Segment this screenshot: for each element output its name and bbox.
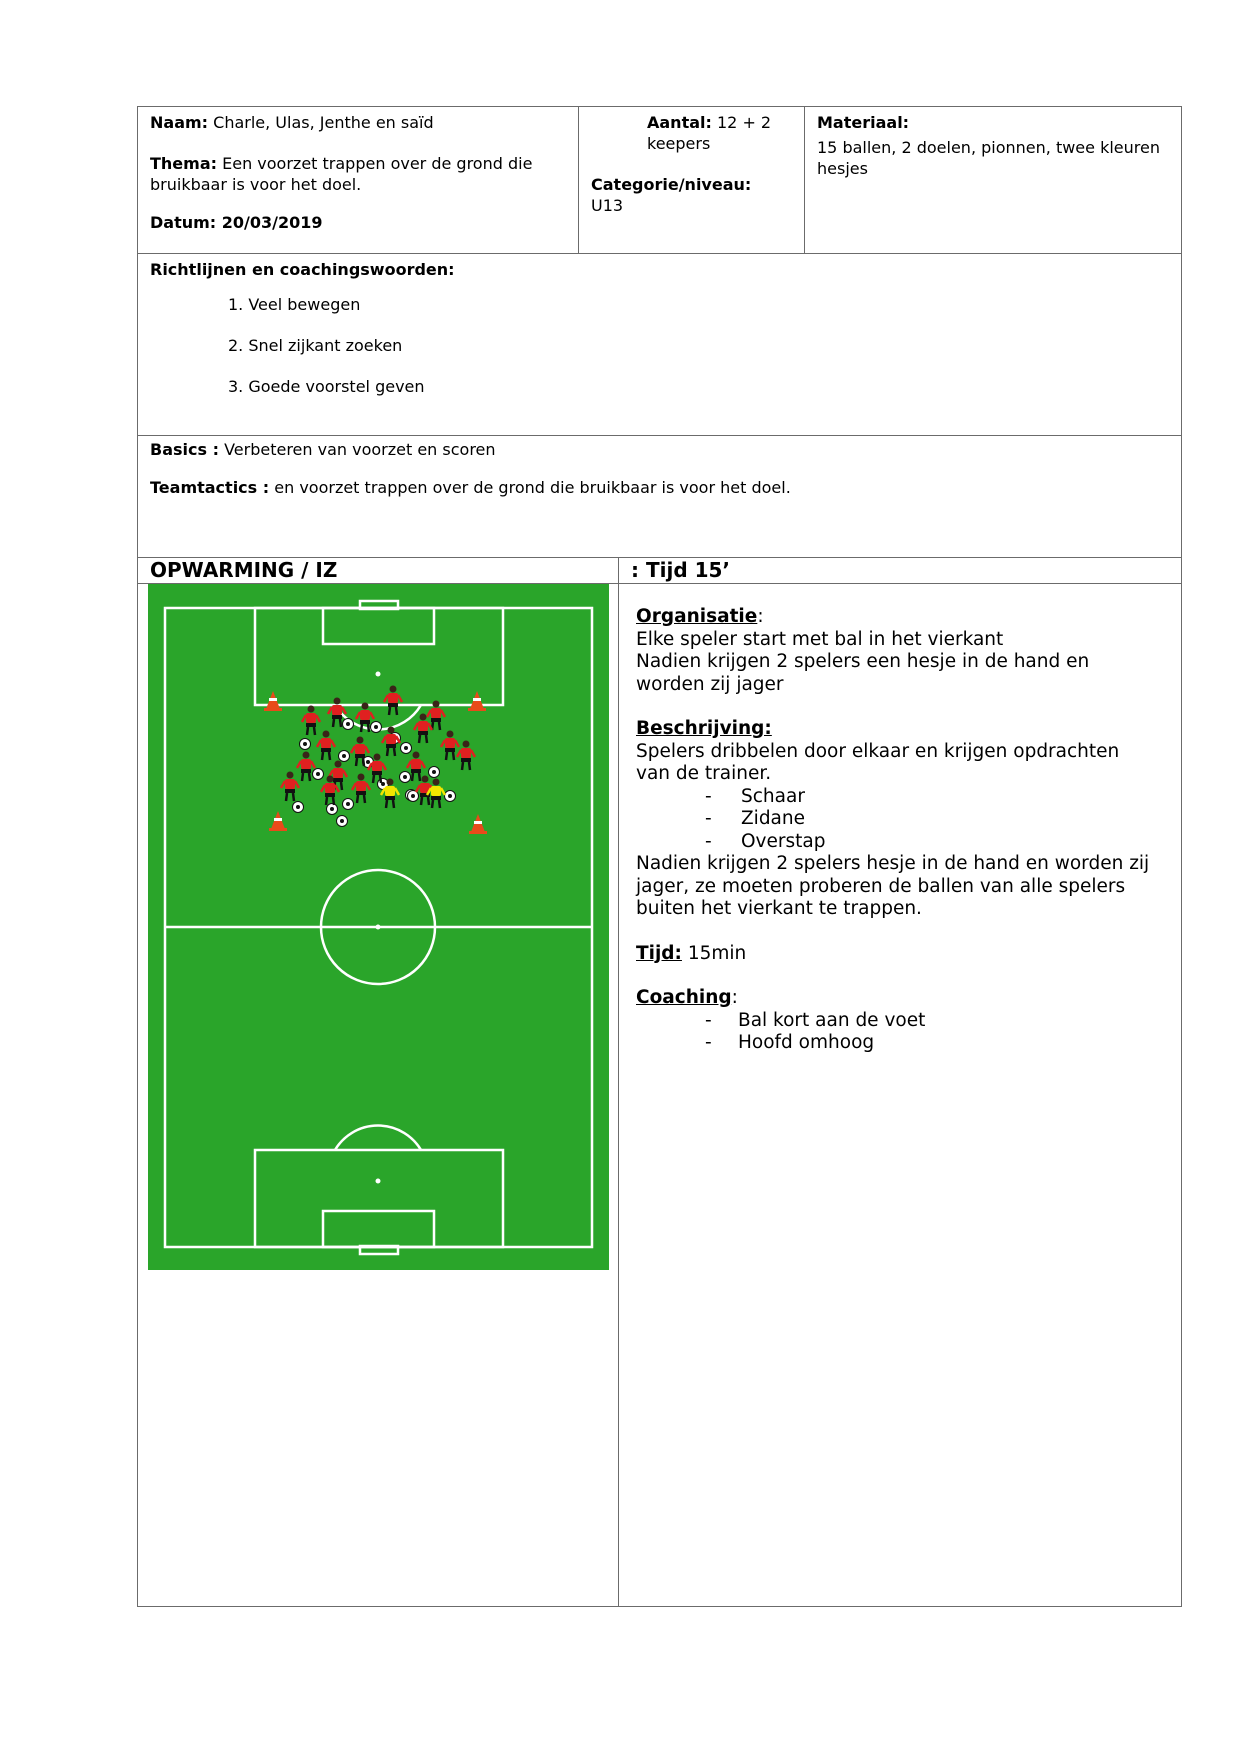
lesson-sheet (137, 106, 1182, 1607)
section-title-cell (138, 558, 619, 584)
coaching-bullet: - Bal kort aan de voet (705, 1009, 926, 1031)
organisatie-line: worden zij jager (636, 673, 784, 695)
ball-icon (400, 772, 411, 783)
ball-icon (337, 816, 348, 827)
ball-icon (429, 767, 440, 778)
guideline-item: 3. Goede voorstel geven (228, 377, 425, 396)
beschrijving-bullet: - Overstap (705, 830, 826, 852)
guidelines-list (228, 294, 1181, 417)
ball-icon (343, 799, 354, 810)
aantal-label: Aantal: (647, 113, 712, 132)
teamtactics-label: Teamtactics : (150, 478, 270, 497)
diagram-cell (138, 584, 619, 1607)
organisatie-title: Organisatie (636, 606, 758, 627)
description-cell (619, 584, 1182, 1607)
materiaal-cell (805, 107, 1182, 254)
ball-icon (371, 722, 382, 733)
ball-icon (313, 769, 324, 780)
names-cell (138, 107, 579, 254)
datum-label: Datum: 20/03/2019 (150, 213, 323, 232)
top-penalty-spot (376, 672, 381, 677)
materiaal-value: 15 ballen, 2 doelen, pionnen, twee kleuren hesjes (817, 138, 1160, 178)
guidelines-section (138, 254, 1182, 436)
bottom-penalty-spot (376, 1179, 381, 1184)
guideline-item: 2. Snel zijkant zoeken (228, 336, 403, 355)
section-time-cell (619, 558, 1182, 584)
aantal-cell (579, 107, 805, 254)
organisatie-line: Elke speler start met bal in het vierkant (636, 628, 1004, 650)
ball-icon (339, 751, 350, 762)
aantal-value: 12 + 2 keepers (647, 113, 772, 153)
beschrijving-line: Spelers dribbelen door elkaar en krijgen opdrachten (636, 740, 1120, 762)
naam-label: Naam: (150, 113, 209, 132)
basics-label: Basics : (150, 440, 219, 459)
coaching-bullet: - Hoofd omhoog (705, 1032, 875, 1053)
tijd-title: Tijd: (636, 942, 682, 964)
ball-icon (445, 791, 456, 802)
basics-value: Verbeteren van voorzet en scoren (218, 440, 496, 459)
guideline-item: 1. Veel bewegen (228, 295, 361, 314)
beschrijving-title: Beschrijving: (636, 718, 772, 739)
guidelines-title: Richtlijnen en coachingswoorden: (150, 260, 455, 279)
ball-icon (343, 719, 354, 730)
thema-value: Een voorzet trappen over de grond die bruikbaar is voor het doel. (150, 154, 533, 194)
beschrijving-after-line: buiten het vierkant te trappen. (636, 898, 922, 919)
naam-value: Charle, Ulas, Jenthe en saïd (208, 113, 434, 132)
materiaal-label: Materiaal: (817, 113, 910, 132)
teamtactics-value: en voorzet trappen over de grond die bruikbaar is voor het doel. (269, 478, 791, 497)
organisatie-line: Nadien krijgen 2 spelers een hesje in de hand en (636, 651, 1090, 672)
beschrijving-bullet: - Schaar (705, 785, 805, 807)
basics-section (138, 436, 1182, 558)
ball-icon (300, 739, 311, 750)
thema-label: Thema: (150, 154, 218, 173)
beschrijving-after-line: jager, ze moeten proberen de ballen van alle spelers (636, 875, 1126, 897)
categorie-label: Categorie/niveau: (591, 175, 752, 194)
center-spot (376, 925, 381, 930)
tijd-value: 15min (681, 942, 747, 964)
section-title: OPWARMING / IZ (150, 558, 338, 582)
ball-icon (327, 804, 338, 815)
pitch-diagram (148, 584, 609, 1270)
categorie-value: U13 (591, 196, 624, 215)
ball-icon (401, 743, 412, 754)
beschrijving-after-line: Nadien krijgen 2 spelers hesje in de hand en worden zij (636, 853, 1150, 874)
ball-icon (293, 802, 304, 813)
section-time: : Tijd 15’ (631, 558, 731, 582)
beschrijving-bullet: - Zidane (705, 808, 806, 829)
coaching-title: Coaching (636, 987, 732, 1008)
description: Organisatie: Elke speler start met bal in het vierkant Nadien krijgen 2 spelers een hesje in de hand en worden zij jager Beschrijving: Spelers dribbelen door elkaar en krijgen opdrachten van de trainer. - Schaar - Zidane - Overstap Nadien krijgen 2 spelers hesje in de hand en worden zij jager, ze moeten proberen de ballen van alle spelers buiten het vierkant te trappen. Tijd: 15min Coaching: - Bal kort aan de voet - Hoofd omhoog (619, 584, 1181, 1055)
beschrijving-line: van de trainer. (636, 763, 772, 784)
